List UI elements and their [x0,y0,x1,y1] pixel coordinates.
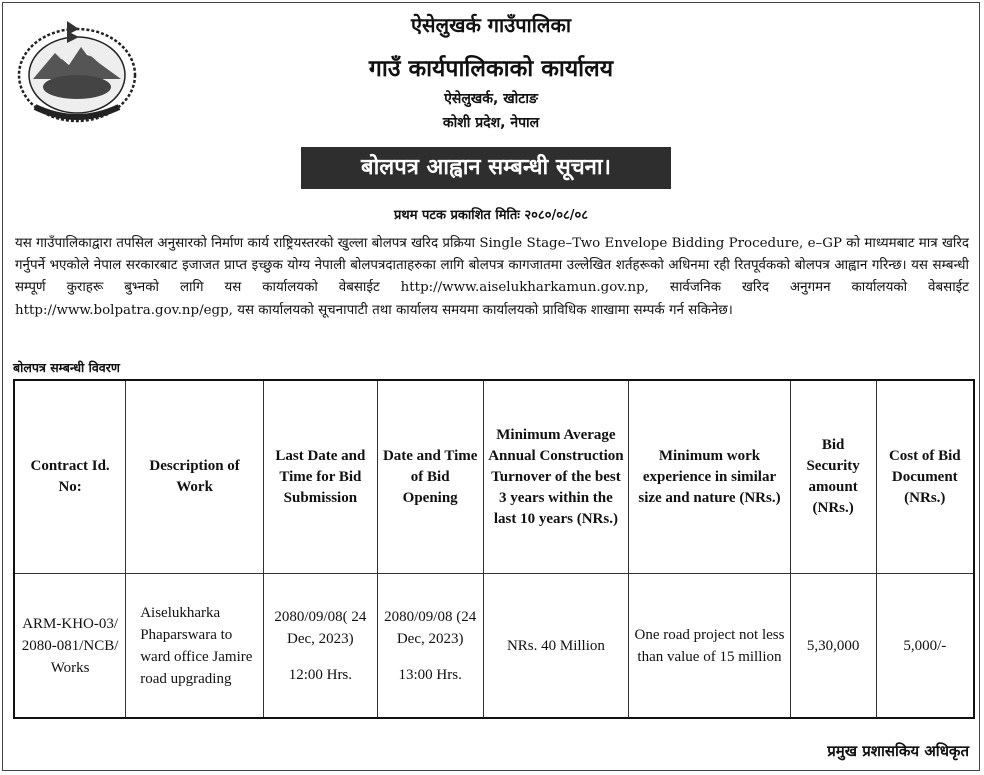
turnover-value: NRs. 40 Million [483,574,629,719]
header-submission: Last Date and Time for Bid Submission [263,380,377,574]
work-description: Aiselukharka Phaparswara to ward office Jamire road upgrading [126,574,264,719]
notice-title: बोलपत्र आह्वान सम्बन्धी सूचना। [301,147,671,189]
signature-title: प्रमुख प्रशासकिय अधिकृत [827,742,969,760]
submission-date: 2080/09/08( 24 Dec, 2023) [274,608,367,647]
municipality-name: ऐसेलुखर्क गाउँपालिका [410,13,572,37]
office-address: ऐसेलुखर्क, खोटाङ [444,91,538,107]
document-cost-value: 5,000/- [876,574,974,719]
notice-page [2,2,980,771]
header-turnover: Minimum Average Annual Construction Turnover of the best 3 years within the last 10 years (NRs.) [483,380,629,574]
bid-details-table [13,379,975,719]
opening-date: 2080/09/08 (24 Dec, 2023) [384,608,477,647]
contract-id: ARM-KHO-03/2080-081/NCB/Works [14,574,126,719]
opening-time: 13:00 Hrs. [398,666,462,683]
office-name: गाउँ कार्यपालिकाको कार्यालय [368,56,614,82]
table-header-row [14,380,974,574]
header-contract-id: Contract Id. No: [14,380,126,574]
bid-security-value: 5,30,000 [790,574,876,719]
header-bid-security: Bid Security amount (NRs.) [790,380,876,574]
table-row [14,574,974,719]
submission-time: 12:00 Hrs. [288,666,353,683]
header-description: Description of Work [126,380,264,574]
header-document-cost: Cost of Bid Document (NRs.) [876,380,974,574]
opening-cell [377,574,483,719]
published-date: प्रथम पटक प्रकाशित मितिः २०८०/०८/०८ [394,208,588,223]
header-experience: Minimum work experience in similar size and nature (NRs.) [629,380,790,574]
experience-value: One road project not less than value of 15 million [629,574,790,719]
notice-body: यस गाउँपालिकाद्वारा तपसिल अनुसारको निर्माण कार्य राष्ट्रियस्तरको खुल्ला बोलपत्र खरिद प्रक्रिया Single Stage–Two Envelope Bidding Procedure, e–GP को माध्यमबाट मात्र खरिद गर्नुपर्ने भएकोले नेपाल सरकारबाट इजाजत प्राप्त इच्छुक योग्य नेपाली बोलपत्रदाताहरुका लागि बोलपत्र कागजातमा उल्लेखित शर्तहरूको अधिनमा रही रितपूर्वकको बोलपत्र आह्वान गरिन्छ। यस सम्बन्धी सम्पूर्ण कुराहरू बुभ्नको लागि यस कार्यालयको वेबसाईट http://www.aiselukharkamun.gov.np, सार्वजनिक खरिद अनुगमन कार्यालयको वेबसाईट http://www.bolpatra.gov.np/egp, यस कार्यालयको सूचनापाटी तथा कार्यालय समयमा कार्यालयको प्राविधिक शाखामा सम्पर्क गर्न सकिनेछ। [15,236,969,318]
submission-cell [263,574,377,719]
header-opening: Date and Time of Bid Opening [377,380,483,574]
section-title: बोलपत्र सम्बन्धी विवरण [13,360,120,375]
province-name: कोशी प्रदेश, नेपाल [442,115,540,131]
